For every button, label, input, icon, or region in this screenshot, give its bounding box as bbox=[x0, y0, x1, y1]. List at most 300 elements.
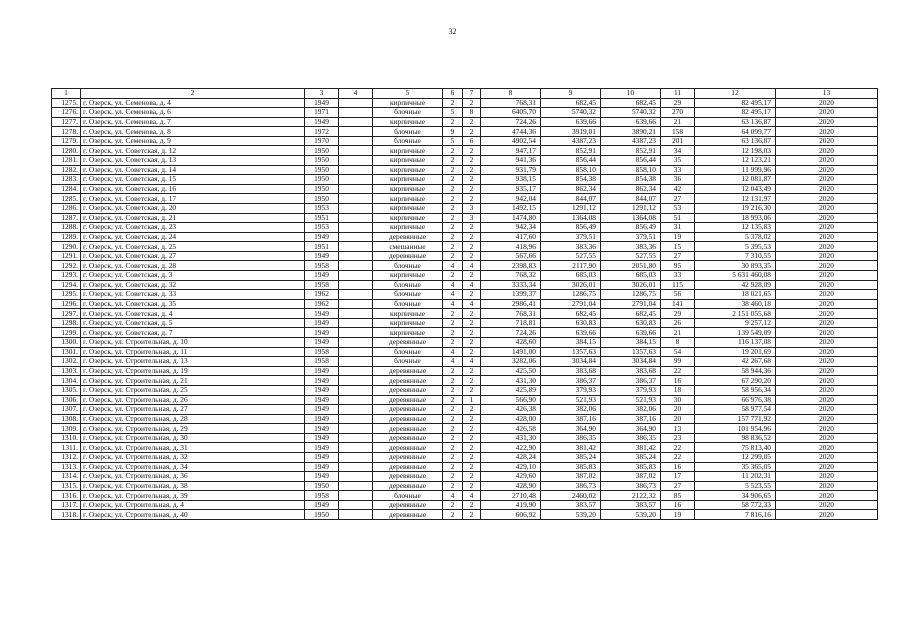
table-cell: 428,00 bbox=[481, 414, 541, 424]
table-cell: 931,79 bbox=[481, 165, 541, 175]
column-header-6: 6 bbox=[443, 89, 463, 99]
table-cell: 384,15 bbox=[541, 338, 601, 348]
table-cell: 768,31 bbox=[481, 98, 541, 108]
table-cell: 1949 bbox=[305, 472, 339, 482]
table-cell bbox=[339, 175, 373, 185]
table-cell: 12 081,87 bbox=[695, 175, 776, 185]
table-cell: 364,90 bbox=[541, 424, 601, 434]
table-cell: 1949 bbox=[305, 232, 339, 242]
table-cell: 1950 bbox=[305, 175, 339, 185]
table-cell: 2 bbox=[443, 452, 463, 462]
column-header-8: 8 bbox=[481, 89, 541, 99]
table-cell: г. Озерск, ул. Советская, д. 21 bbox=[81, 213, 305, 223]
table-cell: 379,93 bbox=[541, 385, 601, 395]
table-cell: 1492,15 bbox=[481, 203, 541, 213]
table-cell: 382,06 bbox=[541, 405, 601, 415]
table-cell: 1958 bbox=[305, 347, 339, 357]
table-cell: 1949 bbox=[305, 366, 339, 376]
table-cell: 6405,70 bbox=[481, 108, 541, 118]
table-cell: 2020 bbox=[776, 328, 878, 338]
table-cell: 2 bbox=[443, 146, 463, 156]
table-cell: 4 bbox=[443, 290, 463, 300]
table-cell bbox=[339, 203, 373, 213]
table-cell: 2 bbox=[443, 366, 463, 376]
table-cell: 201 bbox=[661, 136, 695, 146]
table-cell: кирпичные bbox=[373, 203, 443, 213]
table-cell: 1949 bbox=[305, 424, 339, 434]
table-cell: г. Озерск, ул. Советская, д. 33 bbox=[81, 290, 305, 300]
table-cell: 2020 bbox=[776, 98, 878, 108]
table-cell: 1280. bbox=[52, 146, 81, 156]
table-cell: 30 bbox=[661, 395, 695, 405]
table-cell: 1949 bbox=[305, 443, 339, 453]
table-cell: 724,26 bbox=[481, 117, 541, 127]
table-cell: 386,35 bbox=[541, 433, 601, 443]
table-row bbox=[52, 510, 878, 520]
table-row bbox=[52, 194, 878, 204]
table-cell: 5740,32 bbox=[541, 108, 601, 118]
table-cell bbox=[339, 414, 373, 424]
table-cell: 5 bbox=[443, 108, 463, 118]
table-cell: 2 bbox=[443, 500, 463, 510]
table-cell: 19 216,30 bbox=[695, 203, 776, 213]
table-cell: 6 bbox=[463, 136, 481, 146]
table-cell: г. Озерск, ул. Советская, д. 3 bbox=[81, 270, 305, 280]
table-cell: 1276. bbox=[52, 108, 81, 118]
table-cell: 1364,08 bbox=[601, 213, 661, 223]
table-cell: 1962 bbox=[305, 290, 339, 300]
table-cell bbox=[339, 376, 373, 386]
table-cell: деревянные bbox=[373, 385, 443, 395]
table-cell: кирпичные bbox=[373, 98, 443, 108]
table-cell: г. Озерск, ул. Советская, д. 5 bbox=[81, 318, 305, 328]
table-cell: 383,57 bbox=[601, 500, 661, 510]
table-cell bbox=[339, 117, 373, 127]
table-row bbox=[52, 223, 878, 233]
table-cell: 1281. bbox=[52, 156, 81, 166]
table-cell: 1290. bbox=[52, 242, 81, 252]
table-cell: 942,34 bbox=[481, 223, 541, 233]
table-cell: 2 bbox=[443, 165, 463, 175]
table-cell: 1305. bbox=[52, 385, 81, 395]
table-cell: 1949 bbox=[305, 270, 339, 280]
table-cell: 2 bbox=[463, 309, 481, 319]
table-cell: 1279. bbox=[52, 136, 81, 146]
table-cell: 364,90 bbox=[601, 424, 661, 434]
table-cell: 63 136,87 bbox=[695, 117, 776, 127]
table-cell: 2 bbox=[463, 481, 481, 491]
table-cell: 22 bbox=[661, 366, 695, 376]
table-cell: 34 bbox=[661, 146, 695, 156]
table-cell: 23 bbox=[661, 433, 695, 443]
table-cell: 2 bbox=[463, 338, 481, 348]
table-cell: 384,15 bbox=[601, 338, 661, 348]
table-cell: г. Озерск, ул. Советская, д. 20 bbox=[81, 203, 305, 213]
table-cell: 19 bbox=[661, 510, 695, 520]
table-cell: 1949 bbox=[305, 338, 339, 348]
table-cell: 12 135,83 bbox=[695, 223, 776, 233]
table-cell: 15 bbox=[661, 242, 695, 252]
table-cell: 2 bbox=[463, 500, 481, 510]
table-cell: 35 365,05 bbox=[695, 462, 776, 472]
table-cell: 2 bbox=[463, 328, 481, 338]
table-cell: 1953 bbox=[305, 223, 339, 233]
table-cell: 20 bbox=[661, 414, 695, 424]
table-cell: 5 395,53 bbox=[695, 242, 776, 252]
table-cell: 2 bbox=[463, 510, 481, 520]
table-cell: 1949 bbox=[305, 500, 339, 510]
table-cell: 53 bbox=[661, 203, 695, 213]
table-cell: деревянные bbox=[373, 251, 443, 261]
table-cell: 566,90 bbox=[481, 395, 541, 405]
table-cell: 38 460,18 bbox=[695, 299, 776, 309]
table-cell: 18 bbox=[661, 385, 695, 395]
table-cell: 2 bbox=[443, 328, 463, 338]
table-cell: 2020 bbox=[776, 223, 878, 233]
table-cell: 29 bbox=[661, 309, 695, 319]
table-cell: г. Озерск, ул. Семенова, д. 7 bbox=[81, 117, 305, 127]
table-cell: 2020 bbox=[776, 443, 878, 453]
table-row bbox=[52, 433, 878, 443]
table-cell: 1949 bbox=[305, 414, 339, 424]
table-cell: 2 bbox=[463, 184, 481, 194]
table-cell: 4 bbox=[443, 347, 463, 357]
table-cell: 18 993,06 bbox=[695, 213, 776, 223]
table-cell: 1474,80 bbox=[481, 213, 541, 223]
table-cell: 2020 bbox=[776, 299, 878, 309]
table-cell: 1284. bbox=[52, 184, 81, 194]
table-cell: 2051,80 bbox=[601, 261, 661, 271]
table-cell: 2 bbox=[463, 472, 481, 482]
table-cell: 935,17 bbox=[481, 184, 541, 194]
table-cell: 947,17 bbox=[481, 146, 541, 156]
table-cell: 431,30 bbox=[481, 433, 541, 443]
table-cell: 2 bbox=[463, 223, 481, 233]
table-cell: деревянные bbox=[373, 452, 443, 462]
table-body bbox=[52, 98, 878, 519]
table-cell: 852,91 bbox=[541, 146, 601, 156]
table-cell: 99 bbox=[661, 357, 695, 367]
table-row bbox=[52, 424, 878, 434]
table-cell: 11 999,96 bbox=[695, 165, 776, 175]
table-cell: г. Озерск, ул. Семенова, д. 6 bbox=[81, 108, 305, 118]
table-cell: 2986,41 bbox=[481, 299, 541, 309]
table-cell: г. Озерск, ул. Строительная, д. 36 bbox=[81, 472, 305, 482]
table-cell: г. Озерск, ул. Советская, д. 32 bbox=[81, 280, 305, 290]
table-cell bbox=[339, 318, 373, 328]
table-cell: 19 201,69 bbox=[695, 347, 776, 357]
table-row bbox=[52, 242, 878, 252]
table-cell: 67 290,20 bbox=[695, 376, 776, 386]
table-cell: 1286,75 bbox=[601, 290, 661, 300]
table-cell: 2 bbox=[463, 146, 481, 156]
table-cell bbox=[339, 357, 373, 367]
table-cell: 2 bbox=[443, 481, 463, 491]
header-row bbox=[52, 89, 878, 99]
table-cell: 2020 bbox=[776, 414, 878, 424]
table-cell: г. Озерск, ул. Строительная, д. 19 bbox=[81, 366, 305, 376]
table-row bbox=[52, 136, 878, 146]
table-cell: 29 bbox=[661, 98, 695, 108]
table-row bbox=[52, 165, 878, 175]
table-row bbox=[52, 414, 878, 424]
table-cell: 1950 bbox=[305, 165, 339, 175]
table-cell bbox=[339, 108, 373, 118]
table-cell: 1277. bbox=[52, 117, 81, 127]
table-cell: 938,15 bbox=[481, 175, 541, 185]
table-cell bbox=[339, 500, 373, 510]
table-cell: 862,34 bbox=[541, 184, 601, 194]
table-cell bbox=[339, 146, 373, 156]
table-cell: 2 bbox=[443, 424, 463, 434]
table-row bbox=[52, 175, 878, 185]
table-cell: 2 bbox=[443, 270, 463, 280]
table-cell bbox=[339, 328, 373, 338]
table-cell: 2020 bbox=[776, 203, 878, 213]
table-cell: 9 bbox=[443, 127, 463, 137]
column-header-11: 11 bbox=[661, 89, 695, 99]
table-cell: 386,37 bbox=[601, 376, 661, 386]
table-cell: 844,07 bbox=[601, 194, 661, 204]
table-cell: 2020 bbox=[776, 500, 878, 510]
table-cell: 422,90 bbox=[481, 443, 541, 453]
table-cell: 527,55 bbox=[541, 251, 601, 261]
table-cell: 4 bbox=[443, 299, 463, 309]
table-cell: 1962 bbox=[305, 299, 339, 309]
table-row bbox=[52, 443, 878, 453]
table-cell: 682,45 bbox=[601, 309, 661, 319]
table-cell: 4387,23 bbox=[541, 136, 601, 146]
table-cell: г. Озерск, ул. Советская, д. 27 bbox=[81, 251, 305, 261]
table-cell: г. Озерск, ул. Строительная, д. 34 bbox=[81, 462, 305, 472]
table-cell: 2020 bbox=[776, 213, 878, 223]
table-row bbox=[52, 203, 878, 213]
table-cell: 31 bbox=[661, 223, 695, 233]
table-cell: 141 bbox=[661, 299, 695, 309]
table-row bbox=[52, 261, 878, 271]
table-cell: 2020 bbox=[776, 433, 878, 443]
table-cell bbox=[339, 232, 373, 242]
table-cell: 4 bbox=[463, 491, 481, 501]
table-cell: 27 bbox=[661, 481, 695, 491]
table-row bbox=[52, 251, 878, 261]
table-cell bbox=[339, 424, 373, 434]
table-cell bbox=[339, 165, 373, 175]
table-row bbox=[52, 127, 878, 137]
table-cell: 54 bbox=[661, 347, 695, 357]
table-cell: 387,02 bbox=[601, 472, 661, 482]
table-cell: 2020 bbox=[776, 165, 878, 175]
table-cell: 36 bbox=[661, 175, 695, 185]
table-cell: 1949 bbox=[305, 318, 339, 328]
table-cell: 1285. bbox=[52, 194, 81, 204]
table-cell: 2020 bbox=[776, 472, 878, 482]
table-cell: 685,03 bbox=[541, 270, 601, 280]
column-header-4: 4 bbox=[339, 89, 373, 99]
table-cell: г. Озерск, ул. Семенова, д. 8 bbox=[81, 127, 305, 137]
table-cell: 2 bbox=[463, 194, 481, 204]
table-cell: 1318. bbox=[52, 510, 81, 520]
table-cell: 521,93 bbox=[601, 395, 661, 405]
table-cell: 1949 bbox=[305, 117, 339, 127]
table-cell: деревянные bbox=[373, 510, 443, 520]
table-cell: 1286,75 bbox=[541, 290, 601, 300]
table-cell: кирпичные bbox=[373, 309, 443, 319]
table-cell: 385,83 bbox=[601, 462, 661, 472]
table-cell: г. Озерск, ул. Советская, д. 17 bbox=[81, 194, 305, 204]
table-cell: кирпичные bbox=[373, 146, 443, 156]
table-cell: 5740,32 bbox=[601, 108, 661, 118]
table-cell: 2020 bbox=[776, 385, 878, 395]
table-cell: 3 bbox=[463, 213, 481, 223]
table-cell: кирпичные bbox=[373, 117, 443, 127]
table-row bbox=[52, 366, 878, 376]
table-cell: 2 bbox=[443, 184, 463, 194]
table-cell: 4 bbox=[463, 261, 481, 271]
table-cell bbox=[339, 462, 373, 472]
table-cell: 5 631 460,08 bbox=[695, 270, 776, 280]
table-cell: 5 523,55 bbox=[695, 481, 776, 491]
table-cell: 98 836,52 bbox=[695, 433, 776, 443]
table-cell: 7 816,16 bbox=[695, 510, 776, 520]
table-cell: 58 944,36 bbox=[695, 366, 776, 376]
table-cell: 1950 bbox=[305, 156, 339, 166]
table-cell: 1950 bbox=[305, 194, 339, 204]
table-cell: блочные bbox=[373, 280, 443, 290]
table-cell: 12 131,97 bbox=[695, 194, 776, 204]
table-cell: 2020 bbox=[776, 280, 878, 290]
table-cell: 3919,01 bbox=[541, 127, 601, 137]
table-cell: 4 bbox=[443, 280, 463, 290]
table-cell: 606,92 bbox=[481, 510, 541, 520]
table-cell: деревянные bbox=[373, 376, 443, 386]
table-cell: 158 bbox=[661, 127, 695, 137]
table-cell: 639,66 bbox=[601, 328, 661, 338]
table-cell: 2 bbox=[443, 376, 463, 386]
table-cell bbox=[339, 194, 373, 204]
housing-registry-table bbox=[51, 88, 878, 520]
table-row bbox=[52, 385, 878, 395]
table-row bbox=[52, 481, 878, 491]
table-cell: 386,37 bbox=[541, 376, 601, 386]
table-cell: 5 378,02 bbox=[695, 232, 776, 242]
table-row bbox=[52, 500, 878, 510]
table-row bbox=[52, 184, 878, 194]
table-cell: 2 bbox=[463, 318, 481, 328]
table-cell: 2710,48 bbox=[481, 491, 541, 501]
table-cell: г. Озерск, ул. Строительная, д. 28 bbox=[81, 414, 305, 424]
table-cell: 2 bbox=[463, 251, 481, 261]
table-cell bbox=[339, 270, 373, 280]
table-cell: 858,10 bbox=[601, 165, 661, 175]
table-cell: 21 bbox=[661, 117, 695, 127]
table-cell: 379,93 bbox=[601, 385, 661, 395]
table-cell: 2 bbox=[443, 156, 463, 166]
table-cell: 34 906,65 bbox=[695, 491, 776, 501]
table-cell: блочные bbox=[373, 347, 443, 357]
table-cell: 379,51 bbox=[541, 232, 601, 242]
table-cell: 2020 bbox=[776, 251, 878, 261]
table-cell: кирпичные bbox=[373, 270, 443, 280]
table-cell: 2020 bbox=[776, 357, 878, 367]
table-cell: 33 bbox=[661, 270, 695, 280]
table-cell: 2020 bbox=[776, 405, 878, 415]
table-cell: 115 bbox=[661, 280, 695, 290]
table-cell: 862,34 bbox=[601, 184, 661, 194]
table-cell: 1294. bbox=[52, 280, 81, 290]
table-cell: 2 bbox=[443, 117, 463, 127]
table-cell: 639,66 bbox=[601, 117, 661, 127]
table-cell: 1972 bbox=[305, 127, 339, 137]
table-cell: 2020 bbox=[776, 309, 878, 319]
table-cell: 682,45 bbox=[541, 309, 601, 319]
table-cell: 51 bbox=[661, 213, 695, 223]
column-header-9: 9 bbox=[541, 89, 601, 99]
table-cell: 858,10 bbox=[541, 165, 601, 175]
table-cell: деревянные bbox=[373, 443, 443, 453]
table-cell: 844,07 bbox=[541, 194, 601, 204]
table-cell: 379,51 bbox=[601, 232, 661, 242]
table-cell: 2 bbox=[463, 405, 481, 415]
table-cell: 2 bbox=[443, 309, 463, 319]
table-cell: 1298. bbox=[52, 318, 81, 328]
table-row bbox=[52, 395, 878, 405]
table-cell: 1315. bbox=[52, 481, 81, 491]
table-row bbox=[52, 309, 878, 319]
table-cell bbox=[339, 347, 373, 357]
table-cell: 1289. bbox=[52, 232, 81, 242]
table-cell: 385,24 bbox=[601, 452, 661, 462]
table-cell: 1286. bbox=[52, 203, 81, 213]
table-cell: г. Озерск, ул. Строительная, д. 39 bbox=[81, 491, 305, 501]
table-cell: 2 bbox=[463, 242, 481, 252]
table-cell: 383,68 bbox=[601, 366, 661, 376]
table-cell: 2020 bbox=[776, 290, 878, 300]
table-cell: деревянные bbox=[373, 481, 443, 491]
table-row bbox=[52, 338, 878, 348]
table-cell: 58 772,33 bbox=[695, 500, 776, 510]
table-cell: 1312. bbox=[52, 452, 81, 462]
table-cell: смешанные bbox=[373, 242, 443, 252]
table-cell: 768,32 bbox=[481, 270, 541, 280]
table-cell: 852,91 bbox=[601, 146, 661, 156]
column-header-2: 2 bbox=[81, 89, 305, 99]
table-cell: 385,24 bbox=[541, 452, 601, 462]
table-row bbox=[52, 98, 878, 108]
table-cell: г. Озерск, ул. Строительная, д. 38 bbox=[81, 481, 305, 491]
table-cell: 1949 bbox=[305, 405, 339, 415]
table-cell: 1958 bbox=[305, 357, 339, 367]
table-cell: 270 bbox=[661, 108, 695, 118]
table-cell: 428,90 bbox=[481, 481, 541, 491]
table-cell: 63 136,87 bbox=[695, 136, 776, 146]
table-cell: 383,57 bbox=[541, 500, 601, 510]
column-header-3: 3 bbox=[305, 89, 339, 99]
table-cell: 2 bbox=[463, 156, 481, 166]
table-cell: 1949 bbox=[305, 452, 339, 462]
table-cell: 35 bbox=[661, 156, 695, 166]
column-header-12: 12 bbox=[695, 89, 776, 99]
table-cell bbox=[339, 405, 373, 415]
table-row bbox=[52, 328, 878, 338]
table-cell: 2 bbox=[443, 242, 463, 252]
table-cell: 1291,12 bbox=[601, 203, 661, 213]
table-cell bbox=[339, 136, 373, 146]
table-cell: 4 bbox=[463, 299, 481, 309]
table-cell: 101 954,96 bbox=[695, 424, 776, 434]
table-cell: 639,66 bbox=[541, 328, 601, 338]
table-cell: 1306. bbox=[52, 395, 81, 405]
